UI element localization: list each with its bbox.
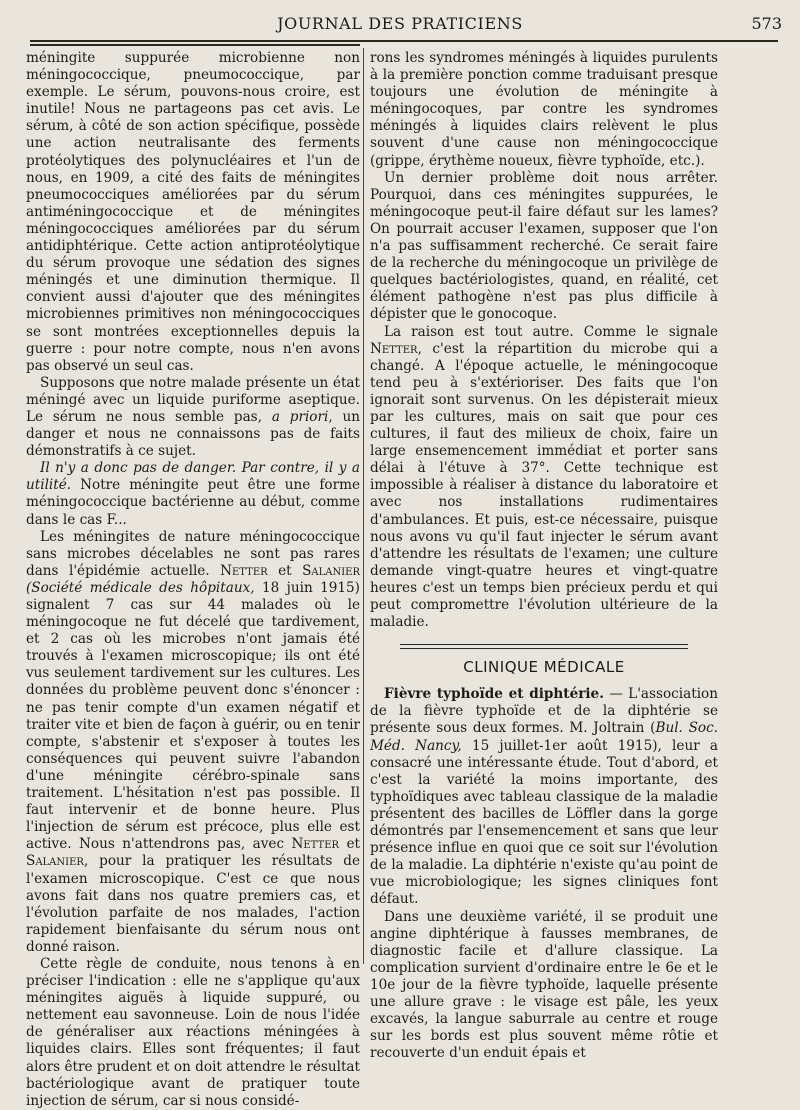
paragraph-text: méningite suppurée microbienne non méningococcique, pneumococcique, par exemple. Le sérum, pouvons-nous croire, est inutile! Nous ne partageons pas cet avis. Le sérum, à côté de son action spécifique, possède une action neutralisante des ferments protéolytiques des polynucléaires et l'un de nous, en 1909, a cité des faits de méningites pneumococciques améliorées par du sérum antiméningococcique et de méningites méningococciques améliorées par du sérum antidiphtérique. Cette action antiprotéolytique du sérum provoque une sédation des signes méningés et une diminution thermique. Il convient aussi d'ajouter que des méningites microbiennes primitives non méningococciques se sont montrées exceptionnelles depuis la guerre : pour notre compte, nous n'en avons pas observé un seul cas.	[26, 50, 360, 374]
author-name: Netter	[370, 340, 418, 357]
author-name: Netter	[220, 562, 268, 579]
journal-title: JOURNAL DES PRATICIENS	[277, 14, 523, 33]
paragraph	[370, 909, 718, 1063]
paragraph	[26, 529, 360, 956]
page-number: 573	[751, 14, 782, 33]
header-rule-short	[30, 44, 360, 46]
paragraph	[370, 324, 718, 632]
running-head	[0, 14, 800, 36]
author-name: Salanier	[302, 562, 360, 579]
italic-text: Il n'y a donc pas de danger. Par contre, il y a utilité.	[26, 460, 360, 494]
paragraph	[370, 50, 718, 170]
paragraph-text: 18 juin 1915) signalent 7 cas sur 44 malades où le méningocoque ne fut décelé que tardivement, et 2 cas où les microbes n'ont jamais été trouvés à l'examen microscopique; ils ont été vus seulement tardivement sur les cultures. Les données du problème peuvent donc s'énoncer : ne pas tenir compte d'un examen négatif et traiter vite et bien de façon à guérir, ou en tenir compte, s'abstenir et s'exposer à toutes les conséquences qui peuvent suivre l'abandon d'une méningite cérébro-spinale sans traitement. L'hésitation n'est pas possible. Il faut intervenir et de bonne heure. Plus l'injection de sérum est précoce, plus elle est active. Nous n'attendrons pas, avec	[26, 579, 360, 853]
paragraph-text: Supposons que notre malade présente un état méningé avec un liquide puriforme aseptique. Le sérum ne nous semble pas,	[26, 374, 360, 425]
paragraph-text: 15 juillet-1er août 1915), leur a consacré une intéressante étude. Tout d'abord, et c'est la variété la moins importante, des typhoïdiques avec tableau classique de la maladie présentent des bacilles de Löffler dans la gorge démontrés par l'ensemencement et sans que leur présence influe en quoi que ce soit sur l'évolution de la maladie. La diphtérie n'existe qu'au point de vue microbiologique; les signes cliniques font défaut.	[370, 737, 718, 908]
header-rule	[30, 40, 778, 42]
paragraph-text: , pour la pratiquer les résultats de l'examen microscopique. C'est ce que nous avons fait dans nos quatre premiers cas, et l'évolution parfaite de nos malades, l'action rapidement bienfaisante du sérum nous ont donné raison.	[26, 853, 360, 955]
citation-title: Bul. Soc. Méd. Nancy,	[370, 720, 719, 754]
left-column	[26, 50, 360, 1110]
paragraph-text: — L'association de la fièvre typhoïde et de la diphtérie se présente sous deux formes. M. Joltrain (	[370, 686, 718, 737]
paragraph-text: , un danger et nous ne connaissons pas de faits démonstratifs à ce sujet.	[26, 408, 360, 460]
column-divider	[363, 48, 364, 964]
paragraph-text: et	[339, 836, 360, 853]
section-title: CLINIQUE MÉDICALE	[463, 658, 625, 677]
paragraph	[370, 686, 718, 908]
paragraph	[26, 956, 360, 1110]
paragraph-text: rons les syndromes méningés à liquides purulents à la première ponction comme traduisant presque toujours une évolution de méningite à méningocoques, par contre les syndromes méningés à liquides clairs relèvent le plus souvent d'une cause non méningococcique (grippe, érythème noueux, fièvre typhoïde, etc.).	[370, 50, 718, 169]
italic-text: a priori	[271, 408, 329, 425]
article-heading: Fièvre typhoïde et diphtérie.	[384, 686, 604, 703]
paragraph	[26, 460, 360, 528]
paragraph-text: La raison est tout autre. Comme le signale	[384, 323, 718, 340]
paragraph	[370, 170, 718, 324]
citation-title: (Société médicale des hôpitaux,	[26, 579, 255, 596]
paragraph	[26, 375, 360, 460]
paragraph-text: Notre méningite peut être une forme méningococcique bactérienne au début, comme dans le cas F...	[26, 477, 360, 528]
paragraph	[26, 50, 360, 375]
paragraph-text: , c'est la répartition du microbe qui a changé. A l'époque actuelle, le méningocoque tend peu à s'extérioriser. Des faits que l'on ignorait sont survenus. On les dépisterait mieux par les cultures, mais on sait que pour ces cultures, il faut des milieux de choix, faire un large ensemencement immédiat et porter sans délai à l'étuve à 37°. Cette technique est impossible à réaliser à distance du laboratoire et avec nos installations rudimentaires d'ambulances. Et puis, est-ce nécessaire, puisque nous avons vu qu'il faut injecter le sérum avant d'attendre les résultats de l'examen; une culture demande vingt-quatre heures et vingt-quatre heures c'est un temps bien précieux perdu et qui peut compromettre l'évolution ultérieure de la maladie.	[370, 340, 718, 631]
paragraph-text: Un dernier problème doit nous arrêter. Pourquoi, dans ces méningites suppurées, le méningocoque peut-il faire défaut sur les lames? On pourrait accuser l'examen, supposer que l'on n'a pas suffisamment recherché. Ce serait faire de la recherche du méningocoque un privilège de quelques bactériologistes, quand, en réalité, cet élément pathogène n'est pas plus difficile à dépister que le gonocoque.	[370, 169, 718, 323]
paragraph-text: et	[267, 562, 303, 579]
paragraph-text: Cette règle de conduite, nous tenons à en préciser l'indication : elle ne s'applique qu'aux méningites aiguës à liquide suppuré, ou nettement eau savonneuse. Loin de nous l'idée de généraliser aux réactions méningées à liquides clairs. Elles sont fréquentes; il faut alors être prudent et on doit attendre le résultat bactériologique avant de pratiquer toute injection de sérum, car si nous considé-	[26, 955, 360, 1109]
section-rule	[400, 648, 688, 649]
section-rule	[400, 644, 688, 645]
author-name: Salanier	[26, 853, 84, 870]
author-name: Netter	[291, 836, 340, 853]
paragraph-text: Dans une deuxième variété, il se produit une angine diphtérique à fausses membranes, de diagnostic facile et d'allure classique. La complication survient d'ordinaire entre le 6e et le 10e jour de la fièvre typhoïde, laquelle présente une allure grave : le visage est pâle, les yeux excavés, la langue saburrale au centre et rouge sur les bords est plus souvent même rôtie et recouverte d'un enduit épais et	[370, 908, 718, 1062]
paragraph-text: Les méningites de nature méningococcique sans microbes décelables ne sont pas rares dans l'épidémie actuelle.	[26, 528, 360, 579]
right-column	[370, 50, 718, 1062]
